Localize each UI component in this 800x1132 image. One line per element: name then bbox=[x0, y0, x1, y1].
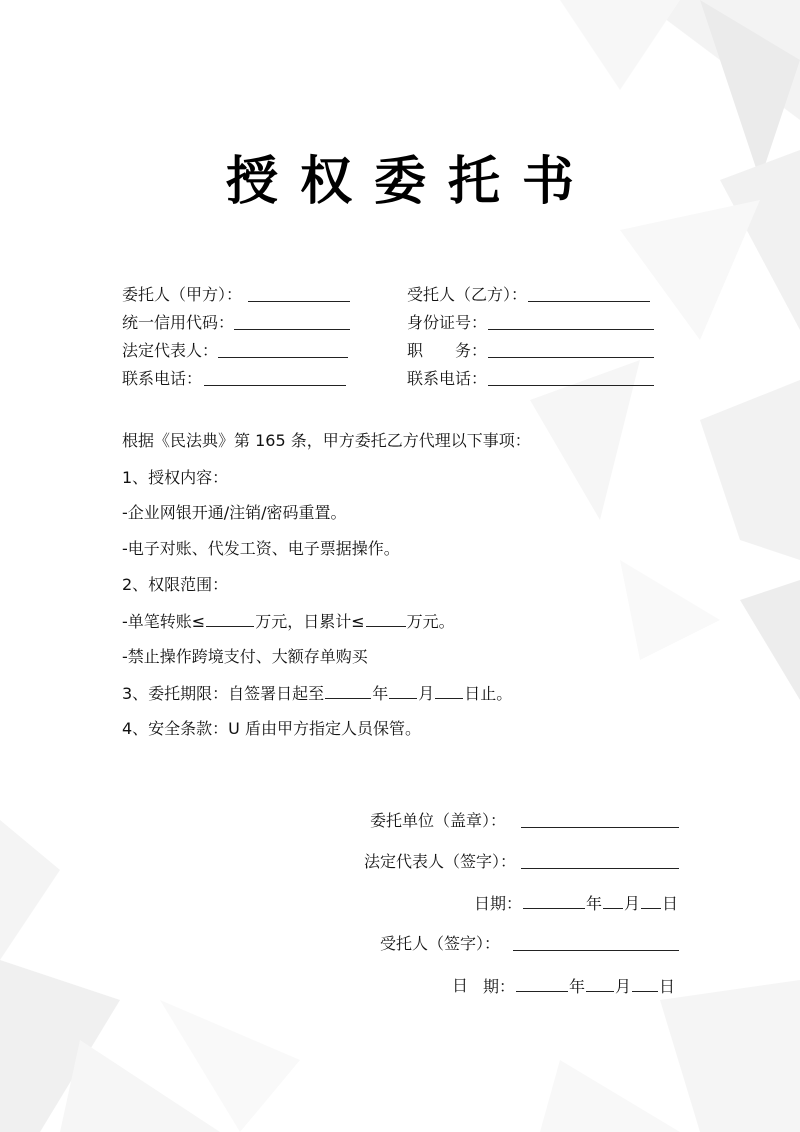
legal-rep-sign-label: 法定代表人（签字）： bbox=[363, 852, 516, 871]
position-label-second: 务： bbox=[455, 341, 488, 360]
credit-code-blank[interactable] bbox=[234, 329, 350, 330]
item1-line1: -企业网银开通/注销/密码重置。 bbox=[122, 503, 347, 522]
principal-blank[interactable] bbox=[248, 301, 350, 302]
date1-label: 日期： bbox=[474, 894, 523, 913]
item3-month-label: 月 bbox=[418, 684, 435, 703]
single-transfer-limit-blank[interactable] bbox=[206, 611, 254, 627]
date1-month-blank[interactable] bbox=[603, 893, 623, 909]
intro-paragraph: 根据《民法典》第 165 条，甲方委托乙方代理以下事项： bbox=[122, 431, 531, 450]
date2-month-label: 月 bbox=[615, 977, 632, 996]
agent-sign-label: 受托人（签字）： bbox=[379, 934, 500, 953]
item3-line bbox=[122, 683, 512, 704]
date2-label-second: 期： bbox=[483, 977, 516, 996]
principal-phone-blank[interactable] bbox=[204, 385, 346, 386]
date2-month-blank[interactable] bbox=[586, 976, 614, 992]
credit-code-label: 统一信用代码： bbox=[122, 313, 235, 332]
item2-line2: -禁止操作跨境支付、大额存单购买 bbox=[122, 647, 368, 666]
document-title: 授权委托书 bbox=[225, 152, 596, 212]
legal-rep-sign-blank[interactable] bbox=[521, 868, 679, 869]
date2-label-first: 日 bbox=[452, 976, 469, 995]
id-no-label: 身份证号： bbox=[407, 313, 488, 332]
agent-phone-label: 联系电话： bbox=[407, 369, 488, 388]
id-no-blank[interactable] bbox=[488, 329, 654, 330]
term-year-blank[interactable] bbox=[325, 683, 371, 699]
item4-line: 4、安全条款：U 盾由甲方指定人员保管。 bbox=[122, 719, 421, 738]
daily-limit-blank[interactable] bbox=[366, 611, 406, 627]
item3-day-label: 日止。 bbox=[464, 684, 513, 703]
date2-year-blank[interactable] bbox=[516, 976, 568, 992]
date1-row bbox=[474, 893, 678, 914]
legal-rep-blank[interactable] bbox=[218, 357, 348, 358]
item2-line1-part-c: 万元。 bbox=[406, 612, 455, 631]
item3-year-label: 年 bbox=[372, 684, 389, 703]
item2-line1-part-b: 万元，日累计≤ bbox=[255, 612, 365, 631]
item2-heading: 2、权限范围： bbox=[122, 575, 229, 594]
date1-year-blank[interactable] bbox=[523, 893, 585, 909]
agent-label: 受托人（乙方）： bbox=[407, 285, 528, 304]
date1-day-blank[interactable] bbox=[641, 893, 661, 909]
date2-row bbox=[483, 976, 675, 997]
date2-day-blank[interactable] bbox=[632, 976, 658, 992]
item2-line1-part-a: -单笔转账≤ bbox=[122, 612, 206, 631]
agent-sign-blank[interactable] bbox=[513, 950, 679, 951]
item1-line2: -电子对账、代发工资、电子票据操作。 bbox=[122, 539, 400, 558]
date1-day-label: 日 bbox=[662, 894, 679, 913]
term-day-blank[interactable] bbox=[435, 683, 463, 699]
item2-line1 bbox=[122, 611, 455, 632]
agent-blank[interactable] bbox=[528, 301, 650, 302]
unit-seal-label: 委托单位（盖章）： bbox=[369, 811, 506, 830]
date1-month-label: 月 bbox=[624, 894, 641, 913]
date2-day-label: 日 bbox=[659, 977, 676, 996]
legal-rep-label: 法定代表人： bbox=[122, 341, 219, 360]
item3-part-a: 3、委托期限：自签署日起至 bbox=[122, 684, 325, 703]
unit-seal-blank[interactable] bbox=[521, 827, 679, 828]
date1-year-label: 年 bbox=[586, 894, 603, 913]
principal-label: 委托人（甲方）： bbox=[122, 285, 243, 304]
agent-phone-blank[interactable] bbox=[488, 385, 654, 386]
position-blank[interactable] bbox=[488, 357, 654, 358]
principal-phone-label: 联系电话： bbox=[122, 369, 203, 388]
date2-year-label: 年 bbox=[569, 977, 586, 996]
term-month-blank[interactable] bbox=[389, 683, 417, 699]
position-label-first: 职 bbox=[407, 341, 424, 360]
item1-heading: 1、授权内容： bbox=[122, 468, 229, 487]
